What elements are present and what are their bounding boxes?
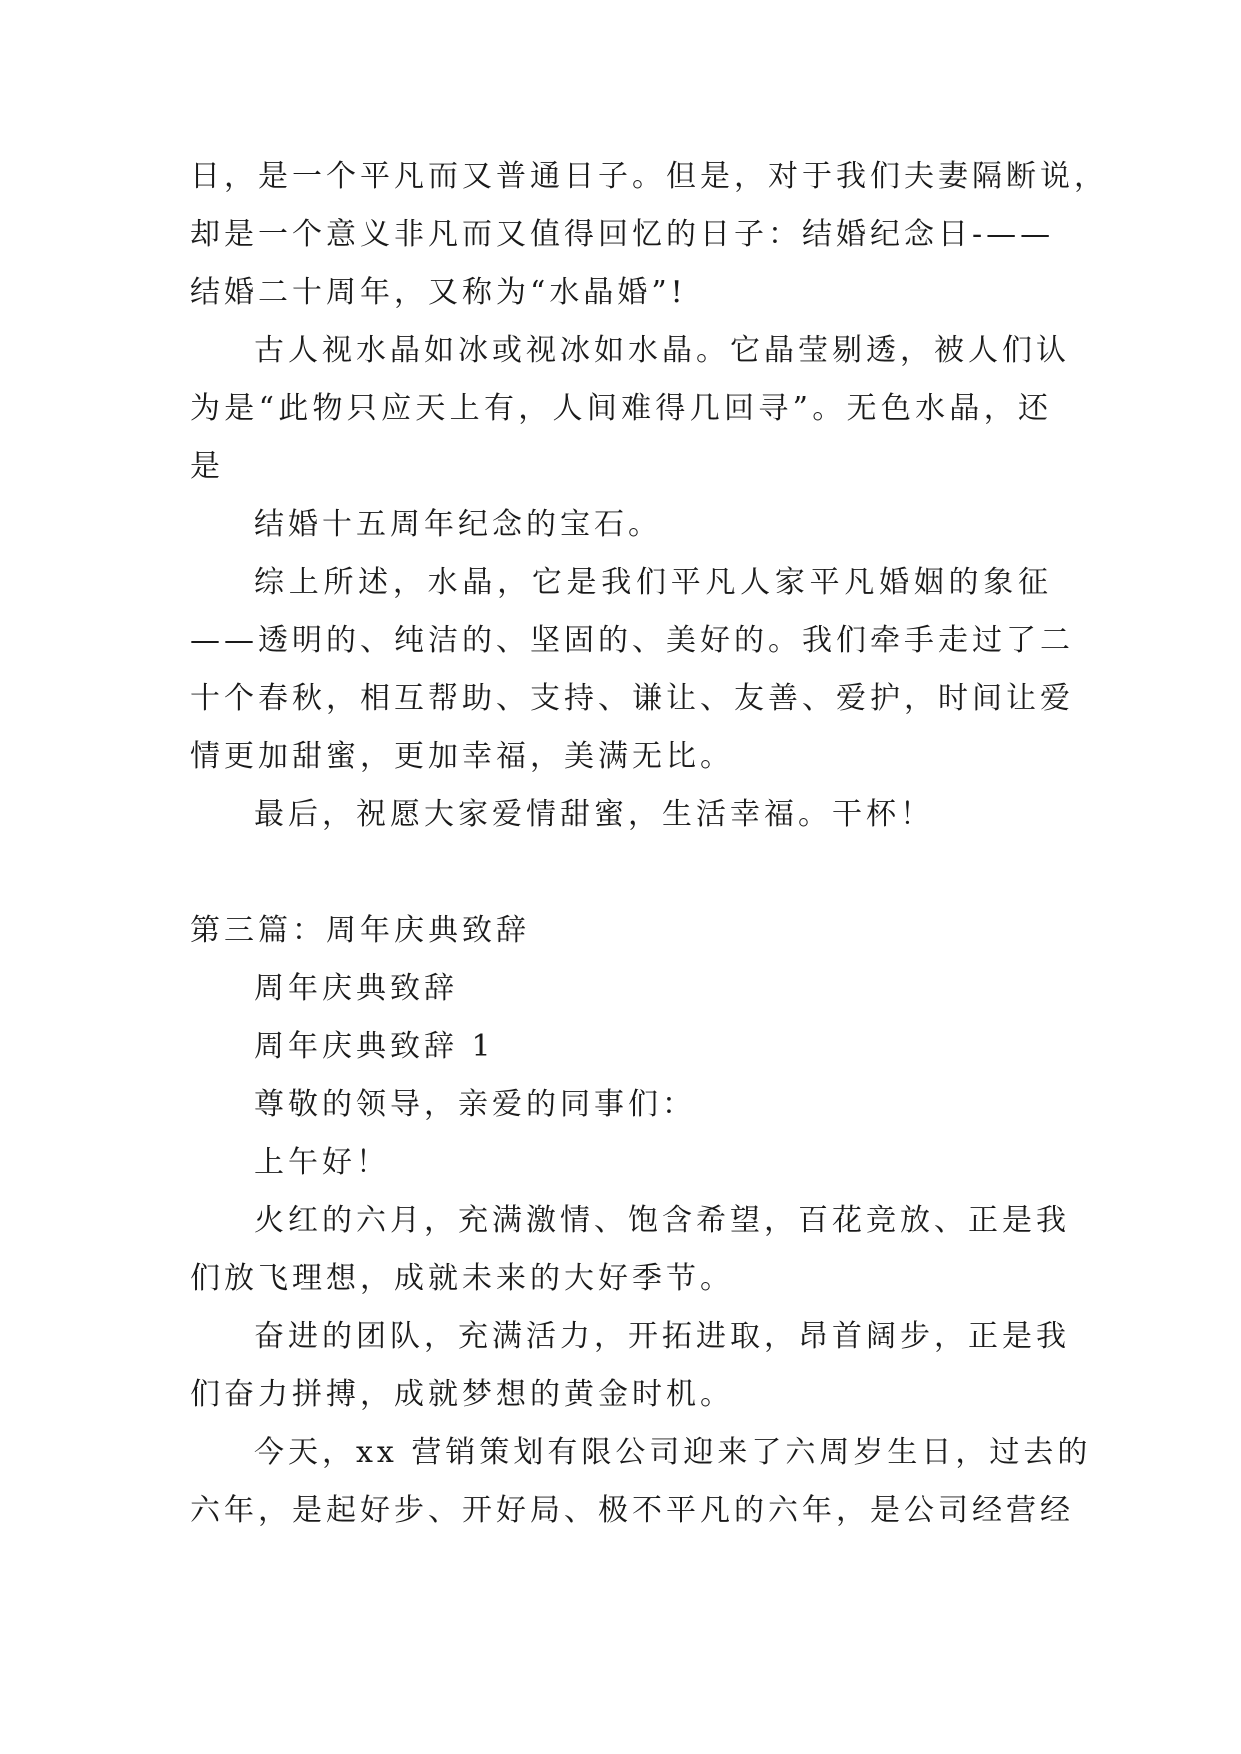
paragraph-start-line: 最后，祝愿大家爱情甜蜜，生活幸福。干杯！	[254, 797, 934, 832]
paragraph-start-line: 结婚十五周年纪念的宝石。	[254, 507, 662, 542]
paragraph-start-line: 综上所述，水晶，它是我们平凡人家平凡婚姻的象征	[254, 565, 1052, 600]
text-line: 日，是一个平凡而又普通日子。但是，对于我们夫妻隔断说，	[190, 159, 1108, 194]
section-heading: 第三篇：周年庆典致辞	[190, 913, 530, 948]
text-line: 们放飞理想，成就未来的大好季节。	[190, 1261, 734, 1296]
text-line: 们奋力拼搏，成就梦想的黄金时机。	[190, 1377, 734, 1412]
paragraph-start-line: 火红的六月，充满激情、饱含希望，百花竞放、正是我	[254, 1203, 1070, 1238]
blank-line	[190, 844, 1052, 902]
text-line: 是	[190, 449, 224, 484]
paragraph-start-line: 奋进的团队，充满活力，开拓进取，昂首阔步，正是我	[254, 1319, 1070, 1354]
text-line: 十个春秋，相互帮助、支持、谦让、友善、爱护，时间让爱	[190, 681, 1074, 716]
document-subtitle: 周年庆典致辞 1	[254, 1029, 495, 1064]
text-line: 为是“此物只应天上有，人间难得几回寻”。无色水晶，还	[190, 391, 1052, 426]
text-line: ——透明的、纯洁的、坚固的、美好的。我们牵手走过了二	[190, 623, 1074, 658]
document-title: 周年庆典致辞	[254, 971, 458, 1006]
paragraph-start-line: 古人视水晶如冰或视冰如水晶。它晶莹剔透，被人们认	[254, 333, 1070, 368]
greeting: 上午好！	[254, 1145, 390, 1180]
salutation: 尊敬的领导，亲爱的同事们：	[254, 1087, 696, 1122]
text-line: 情更加甜蜜，更加幸福，美满无比。	[190, 739, 734, 774]
text-line: 六年，是起好步、开好局、极不平凡的六年，是公司经营经	[190, 1493, 1074, 1528]
document-page	[190, 148, 1108, 1540]
paragraph-start-line: 今天，xx 营销策划有限公司迎来了六周岁生日，过去的	[254, 1435, 1092, 1470]
text-line: 结婚二十周年，又称为“水晶婚”!	[190, 275, 687, 310]
text-line: 却是一个意义非凡而又值得回忆的日子：结婚纪念日-——	[190, 217, 1055, 252]
